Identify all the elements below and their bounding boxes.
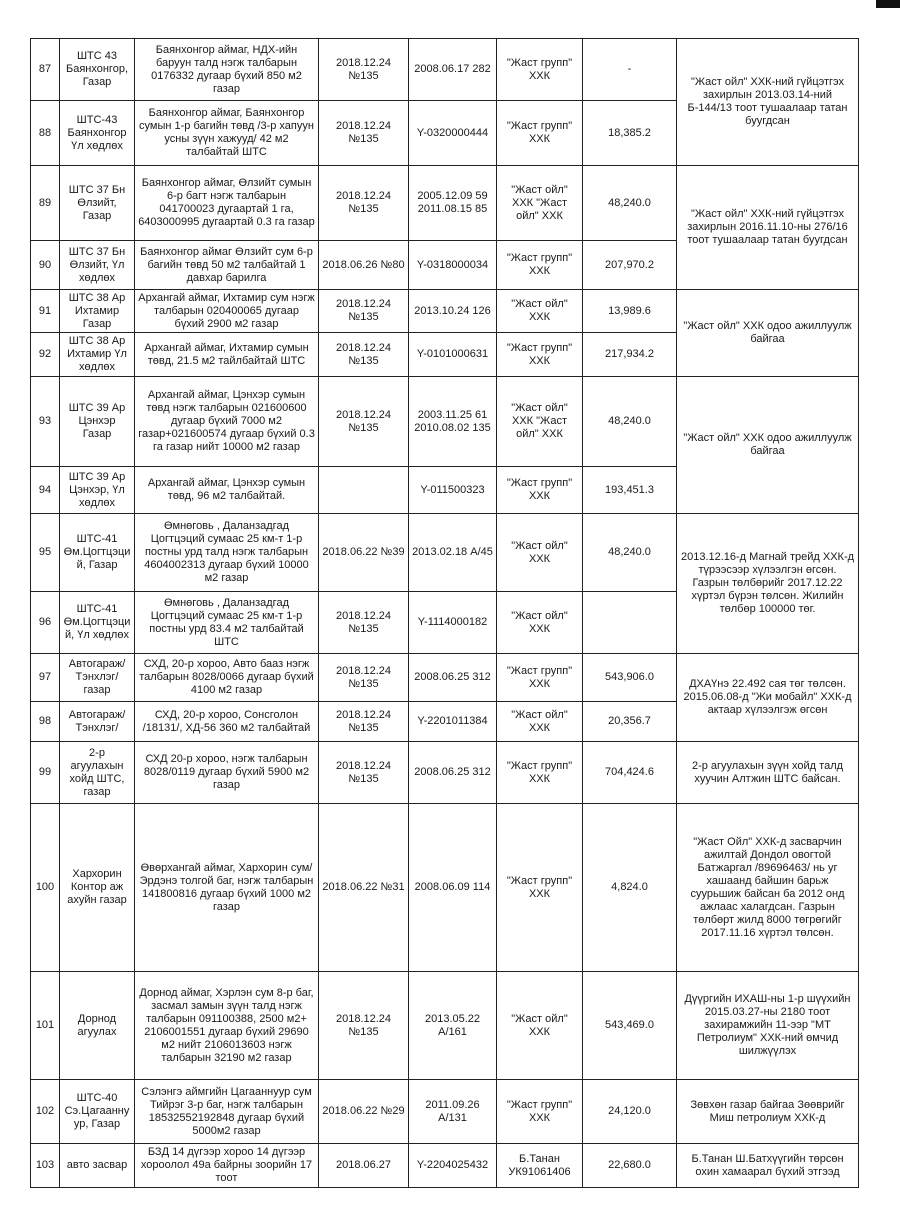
row-number: 100 bbox=[31, 804, 60, 972]
value: 22,680.0 bbox=[583, 1144, 677, 1188]
asset-name: ШТС-43 Баянхонгор Үл хөдлөх bbox=[60, 101, 135, 166]
value: - bbox=[583, 39, 677, 101]
certificate: Y-0318000034 bbox=[409, 241, 497, 290]
note: 2-р агуулахын зүүн хойд талд хуучин Алтжин ШТС байсан. bbox=[677, 742, 859, 804]
table-row bbox=[31, 654, 859, 702]
asset-location: СХД, 20-р хороо, Авто бааз нэгж талбарын 8028/0066 дугаар бүхий 4100 м2 газар bbox=[135, 654, 319, 702]
asset-name: ШТС 38 Ар Ихтамир Газар bbox=[60, 290, 135, 333]
owner: "Жаст групп" ХХК bbox=[497, 467, 583, 514]
asset-name: ШТС-41 Өм.Цогтцэций, Газар bbox=[60, 514, 135, 592]
decision-date: 2018.06.26 №80 bbox=[319, 241, 409, 290]
decision-date: 2018.06.22 №29 bbox=[319, 1080, 409, 1144]
certificate: Y-011500323 bbox=[409, 467, 497, 514]
decision-date: 2018.12.24 №135 bbox=[319, 592, 409, 654]
certificate: 2008.06.09 114 bbox=[409, 804, 497, 972]
owner: "Жаст групп" ХХК bbox=[497, 1080, 583, 1144]
value: 18,385.2 bbox=[583, 101, 677, 166]
scan-corner-mark bbox=[876, 0, 900, 8]
owner: "Жаст групп" ХХК bbox=[497, 333, 583, 377]
owner: "Жаст групп" ХХК bbox=[497, 241, 583, 290]
asset-location: Архангай аймаг, Цэнхэр сумын төвд, 96 м2 талбайтай. bbox=[135, 467, 319, 514]
asset-location: Баянхонгор аймаг, НДХ-ийн баруун талд нэгж талбарын 0176332 дугаар бүхий 850 м2 газар bbox=[135, 39, 319, 101]
decision-date: 2018.12.24 №135 bbox=[319, 702, 409, 742]
asset-name: ШТС-40 Сэ.Цагаанну ур, Газар bbox=[60, 1080, 135, 1144]
certificate: 2013.02.18 А/45 bbox=[409, 514, 497, 592]
table-row bbox=[31, 1080, 859, 1144]
row-number: 101 bbox=[31, 972, 60, 1080]
asset-location: СХД 20-р хороо, нэгж талбарын 8028/0119 дугаар бүхий 5900 м2 газар bbox=[135, 742, 319, 804]
certificate: 2008.06.25 312 bbox=[409, 654, 497, 702]
decision-date: 2018.12.24 №135 bbox=[319, 333, 409, 377]
note: 2013.12.16-д Магнай трейд ХХК-д түрээсээр хүлээлгэн өгсөн. Газрын төлбөрийг 2017.12.22 хүртэл бүрэн төлсөн. Жилийн төлбөр 100000 төг. bbox=[677, 514, 859, 654]
decision-date: 2018.12.24 №135 bbox=[319, 290, 409, 333]
table-row bbox=[31, 742, 859, 804]
table-row bbox=[31, 1144, 859, 1188]
value: 217,934.2 bbox=[583, 333, 677, 377]
table-row bbox=[31, 166, 859, 241]
owner: "Жаст групп" ХХК bbox=[497, 742, 583, 804]
owner: Б.Танан УК91061406 bbox=[497, 1144, 583, 1188]
table-row bbox=[31, 514, 859, 592]
asset-location: Архангай аймаг, Ихтамир сумын төвд, 21.5 м2 тайлбайтай ШТС bbox=[135, 333, 319, 377]
asset-name: авто засвар bbox=[60, 1144, 135, 1188]
certificate: 2005.12.09 59 2011.08.15 85 bbox=[409, 166, 497, 241]
row-number: 88 bbox=[31, 101, 60, 166]
asset-location: Архангай аймаг, Цэнхэр сумын төвд нэгж талбарын 021600600 дугаар бүхий 7000 м2 газар+021600574 дугаар бүхий 0.3 га газар нийт 10000 м2 газар bbox=[135, 377, 319, 467]
owner: "Жаст ойл" ХХК bbox=[497, 514, 583, 592]
asset-name: ШТС-41 Өм.Цогтцэций, Үл хөдлөх bbox=[60, 592, 135, 654]
asset-location: Сэлэнгэ аймгийн Цагааннуур сум Тийрэг 3-р баг, нэгж талбарын 18532552192848 дугаар бүхий 5000м2 газар bbox=[135, 1080, 319, 1144]
asset-location: Баянхонгор аймаг, Баянхонгор сумын 1-р багийн төвд /3-р хапуун усны зүүн хажууд/ 42 м2 талбайтай ШТС bbox=[135, 101, 319, 166]
asset-name: ШТС 37 Бн Өлзийт, Үл хөдлөх bbox=[60, 241, 135, 290]
row-number: 98 bbox=[31, 702, 60, 742]
asset-location: Өвөрхангай аймаг, Хархорин сум/ Эрдэнэ толгой баг, нэгж талбарын 141800816 дугаар бүхий 1000 м2 газар bbox=[135, 804, 319, 972]
row-number: 95 bbox=[31, 514, 60, 592]
value: 48,240.0 bbox=[583, 514, 677, 592]
note: "Жаст ойл" ХХК одоо ажиллуулж байгаа bbox=[677, 377, 859, 514]
certificate: 2013.05.22 А/161 bbox=[409, 972, 497, 1080]
asset-location: Баянхонгор аймаг Өлзийт сум 6-р багийн төвд 50 м2 талбайтай 1 давхар барилга bbox=[135, 241, 319, 290]
decision-date: 2018.06.27 bbox=[319, 1144, 409, 1188]
asset-name: 2-р агуулахын хойд ШТС, газар bbox=[60, 742, 135, 804]
owner: "Жаст групп" ХХК bbox=[497, 654, 583, 702]
certificate: 2008.06.25 312 bbox=[409, 742, 497, 804]
certificate: 2011.09.26 А/131 bbox=[409, 1080, 497, 1144]
asset-location: БЗД 14 дүгээр хороо 14 дүгээр хороолол 49а байрны зоорийн 17 тоот bbox=[135, 1144, 319, 1188]
certificate: 2003.11.25 61 2010.08.02 135 bbox=[409, 377, 497, 467]
certificate: 2008.06.17 282 bbox=[409, 39, 497, 101]
value bbox=[583, 592, 677, 654]
value: 704,424.6 bbox=[583, 742, 677, 804]
value: 207,970.2 bbox=[583, 241, 677, 290]
row-number: 97 bbox=[31, 654, 60, 702]
note: Дүүргийн ИХАШ-ны 1-р шүүхийн 2015.03.27-ны 2180 тоот захирамжийн 11-ээр "МТ Петролиум" ХХК-ний өмчид шилжүүлэх bbox=[677, 972, 859, 1080]
value: 48,240.0 bbox=[583, 166, 677, 241]
row-number: 93 bbox=[31, 377, 60, 467]
asset-name: ШТС 38 Ар Ихтамир Үл хөдлөх bbox=[60, 333, 135, 377]
owner: "Жаст групп" ХХК bbox=[497, 804, 583, 972]
note: "Жаст ойл" ХХК-ний гүйцэтгэх захирлын 2016.11.10-ны 276/16 тоот тушаалаар татан буугдсан bbox=[677, 166, 859, 290]
row-number: 102 bbox=[31, 1080, 60, 1144]
decision-date: 2018.12.24 №135 bbox=[319, 101, 409, 166]
asset-location: Дорнод аймаг, Хэрлэн сум 8-р баг, засмал замын зүүн талд нэгж талбарын 091100388, 2500 м2+ 2106001551 дугаар бүхий 29690 м2 нийт 2106013603 нэгж талбарын 32190 м2 газар bbox=[135, 972, 319, 1080]
note: "Жаст ойл" ХХК-ний гүйцэтгэх захирлын 2013.03.14-ний Б-144/13 тоот тушаалаар татан буугдсан bbox=[677, 39, 859, 166]
decision-date: 2018.12.24 №135 bbox=[319, 166, 409, 241]
certificate: 2013.10.24 126 bbox=[409, 290, 497, 333]
decision-date: 2018.06.22 №31 bbox=[319, 804, 409, 972]
value: 13,989.6 bbox=[583, 290, 677, 333]
owner: "Жаст ойл" ХХК bbox=[497, 702, 583, 742]
asset-location: Өмнөговь , Даланзадгад Цогтцэций сумаас 25 км-т 1-р постны урд 83.4 м2 талбайтай ШТС bbox=[135, 592, 319, 654]
owner: "Жаст ойл" ХХК "Жаст ойл" ХХК bbox=[497, 377, 583, 467]
row-number: 96 bbox=[31, 592, 60, 654]
value: 20,356.7 bbox=[583, 702, 677, 742]
note: Зөвхөн газар байгаа Зөөврийг Миш петролиум ХХК-д bbox=[677, 1080, 859, 1144]
asset-name: Дорнод агуулах bbox=[60, 972, 135, 1080]
owner: "Жаст групп" ХХК bbox=[497, 101, 583, 166]
asset-name: ШТС 39 Ар Цэнхэр, Үл хөдлөх bbox=[60, 467, 135, 514]
asset-name: ШТС 43 Баянхонгор, Газар bbox=[60, 39, 135, 101]
decision-date: 2018.12.24 №135 bbox=[319, 39, 409, 101]
value: 543,906.0 bbox=[583, 654, 677, 702]
asset-table bbox=[30, 38, 859, 1188]
value: 193,451.3 bbox=[583, 467, 677, 514]
decision-date: 2018.12.24 №135 bbox=[319, 377, 409, 467]
note: Б.Танан Ш.Батхүүгийн төрсөн охин хамаарал бүхий этгээд bbox=[677, 1144, 859, 1188]
row-number: 90 bbox=[31, 241, 60, 290]
table-row bbox=[31, 290, 859, 333]
table-row bbox=[31, 39, 859, 101]
decision-date: 2018.12.24 №135 bbox=[319, 654, 409, 702]
certificate: Y-2201011384 bbox=[409, 702, 497, 742]
asset-location: Архангай аймаг, Ихтамир сум нэгж талбарын 020400065 дугаар бүхий 2900 м2 газар bbox=[135, 290, 319, 333]
asset-name: Автогараж/Тэнхлэг/ bbox=[60, 702, 135, 742]
value: 24,120.0 bbox=[583, 1080, 677, 1144]
row-number: 99 bbox=[31, 742, 60, 804]
row-number: 92 bbox=[31, 333, 60, 377]
asset-name: ШТС 39 Ар Цэнхэр Газар bbox=[60, 377, 135, 467]
asset-location: Өмнөговь , Даланзадгад Цогтцэций сумаас 25 км-т 1-р постны урд талд нэгж талбарын 4604002313 дугаар бүхий 10000 м2 газар bbox=[135, 514, 319, 592]
certificate: Y-0320000444 bbox=[409, 101, 497, 166]
value: 543,469.0 bbox=[583, 972, 677, 1080]
row-number: 94 bbox=[31, 467, 60, 514]
decision-date: 2018.12.24 №135 bbox=[319, 742, 409, 804]
note: ДХАҮнэ 22.492 сая төг төлсөн. 2015.06.08-д "Жи мобайл" ХХК-д актаар хүлээлгэж өгсөн bbox=[677, 654, 859, 742]
value: 4,824.0 bbox=[583, 804, 677, 972]
asset-location: СХД, 20-р хороо, Сонсголон /18131/, ХД-56 360 м2 талбайтай bbox=[135, 702, 319, 742]
table-row bbox=[31, 972, 859, 1080]
asset-name: Хархорин Контор аж ахуйн газар bbox=[60, 804, 135, 972]
owner: "Жаст ойл" ХХК bbox=[497, 592, 583, 654]
row-number: 91 bbox=[31, 290, 60, 333]
asset-name: ШТС 37 Бн Өлзийт, Газар bbox=[60, 166, 135, 241]
owner: "Жаст групп" ХХК bbox=[497, 39, 583, 101]
asset-name: Автогараж/Тэнхлэг/ газар bbox=[60, 654, 135, 702]
owner: "Жаст ойл" ХХК bbox=[497, 972, 583, 1080]
owner: "Жаст ойл" ХХК "Жаст ойл" ХХК bbox=[497, 166, 583, 241]
row-number: 87 bbox=[31, 39, 60, 101]
certificate: Y-0101000631 bbox=[409, 333, 497, 377]
asset-location: Баянхонгор аймаг, Өлзийт сумын 6-р багт нэгж талбарын 041700023 дугаартай 1 га, 6403000995 дугаартай 0.3 га газар bbox=[135, 166, 319, 241]
decision-date: 2018.06.22 №39 bbox=[319, 514, 409, 592]
owner: "Жаст ойл" ХХК bbox=[497, 290, 583, 333]
note: "Жаст Ойл" ХХК-д засварчин ажилтай Дондол овогтой Батжаргал /89696463/ нь уг хашаанд байшин барьж суурьшиж байсан ба 2012 онд ажлаас халагдсан. Газрын төлбөрт жилд 8000 төгрөгийг 2017.11.16 хүртэл төлсөн. bbox=[677, 804, 859, 972]
note: "Жаст ойл" ХХК одоо ажиллуулж байгаа bbox=[677, 290, 859, 377]
table-row bbox=[31, 377, 859, 467]
row-number: 103 bbox=[31, 1144, 60, 1188]
decision-date: 2018.12.24 №135 bbox=[319, 972, 409, 1080]
row-number: 89 bbox=[31, 166, 60, 241]
certificate: Y-1114000182 bbox=[409, 592, 497, 654]
value: 48,240.0 bbox=[583, 377, 677, 467]
decision-date bbox=[319, 467, 409, 514]
table-row bbox=[31, 804, 859, 972]
certificate: Y-2204025432 bbox=[409, 1144, 497, 1188]
